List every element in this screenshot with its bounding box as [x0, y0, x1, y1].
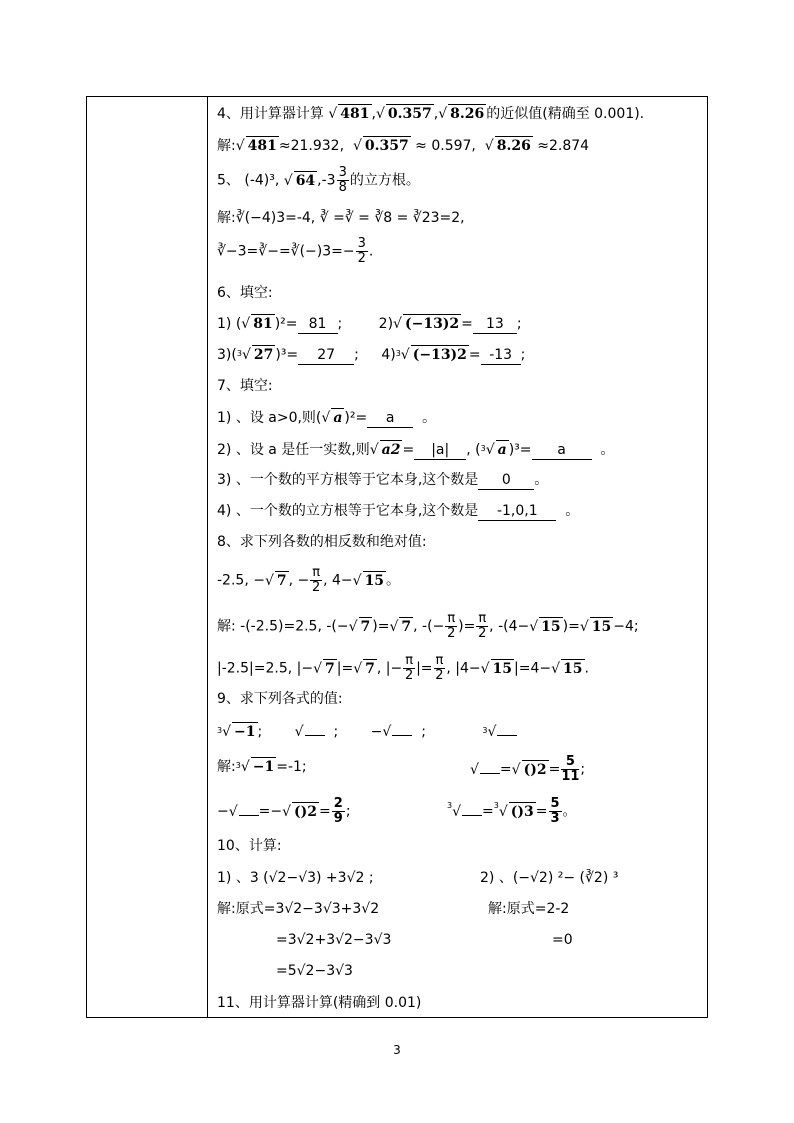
sqrt-sign — [236, 138, 245, 154]
sqrt-sign — [295, 724, 304, 740]
sqrt-sign — [229, 804, 238, 820]
q9-a3-fraction — [332, 797, 345, 826]
sqrt-sign — [438, 106, 447, 122]
q5-radicand: 64 — [295, 172, 316, 189]
q7-title: 7、填空: — [217, 378, 273, 394]
q7-line-2 — [217, 440, 614, 460]
q9-a4-b: = — [535, 803, 548, 820]
q4-radicand-3: 8.26 — [450, 106, 485, 122]
cube-root-index: 3 — [217, 726, 223, 735]
sqrt-sign — [370, 442, 379, 458]
fraction-denominator: 9 — [333, 811, 343, 826]
fraction-numerator: π — [312, 565, 321, 580]
q8-a1-fraction-1 — [445, 612, 457, 641]
q8-answer-2 — [217, 654, 589, 683]
q7-l2-b: = — [402, 442, 415, 458]
sqrt-sign — [488, 724, 497, 740]
sqrt-sign — [470, 762, 479, 778]
fraction-denominator: 2 — [405, 668, 414, 683]
q9-item-1: −1 — [234, 724, 256, 740]
q6-line-2 — [217, 345, 525, 365]
q9-a1-b: =-1; — [276, 759, 307, 775]
cube-root-index: 3 — [447, 801, 453, 810]
sqrt-sign — [376, 106, 385, 122]
sqrt-sign — [452, 804, 461, 820]
q7-line-1 — [217, 408, 436, 428]
q8-list-d: 。 — [386, 572, 401, 589]
q5-fraction — [337, 166, 349, 195]
sqrt-sign — [328, 106, 337, 122]
q6-blank-2: 13 — [473, 315, 517, 334]
q7-l3-a: 3) 、一个数的平方根等于它本身,这个数是 — [217, 472, 479, 488]
q7-l1-radicand: a — [333, 410, 343, 426]
q5-title: 5、 (-4)³, — [217, 172, 280, 189]
q9-a4-end: 。 — [562, 803, 577, 820]
q9-a4-a: = — [482, 803, 494, 820]
sqrt-sign — [486, 442, 495, 458]
q9-answer-3 — [217, 797, 351, 826]
q8-title: 8、求下列各数的相反数和绝对值: — [217, 534, 427, 550]
q6-blank-4: -13 — [481, 346, 521, 365]
q9-a3-c: = — [319, 803, 331, 820]
q8-list-radicand-1: 7 — [276, 572, 287, 589]
cube-root-index: 3 — [480, 444, 486, 453]
sqrt-sign — [353, 138, 362, 154]
answer-prefix: 解: — [217, 759, 236, 775]
q10-solution-1-line-1: 解:原式=3√2−3√3+3√2 — [217, 901, 380, 917]
fraction-numerator: 5 — [561, 755, 579, 770]
q8-a2-fraction-1 — [403, 654, 415, 683]
q9-sep-2: ; — [333, 724, 339, 740]
q8-a1-f: )= — [562, 618, 580, 635]
fraction-numerator: 5 — [550, 796, 560, 811]
q7-blank-1: a — [367, 409, 413, 428]
q9-a2-a: = — [499, 761, 512, 778]
fraction-numerator: π — [435, 653, 444, 668]
q9-a1-radicand: −1 — [252, 759, 275, 775]
q7-l2-radicand: a2 — [381, 442, 401, 458]
q9-answer-4 — [447, 797, 577, 826]
q6-l1-radicand-2: (−13)2 — [404, 316, 460, 332]
q7-blank-3: a — [532, 441, 592, 460]
sqrt-sign — [499, 804, 508, 820]
q7-l1-b: )²= — [344, 410, 368, 426]
fraction-denominator: 11 — [561, 769, 580, 784]
q7-l4-b: 。 — [565, 503, 580, 519]
q4-tail: 的近似值(精确至 0.001). — [486, 106, 645, 122]
q7-line-4 — [217, 502, 579, 521]
q8-a2-f: |=4− — [514, 660, 552, 677]
q8-a1-g: −4; — [613, 618, 639, 635]
q8-a1-r1: 7 — [360, 618, 371, 635]
q8-a2-r4: 15 — [563, 660, 583, 677]
q8-a1-r2: 7 — [401, 618, 412, 635]
q7-line-3 — [217, 471, 548, 490]
q5-minus3: ,-3 — [317, 172, 336, 189]
q9-item-2 — [305, 735, 325, 736]
cube-root-index: 3 — [236, 349, 242, 358]
q9-a3-b: =− — [258, 803, 283, 820]
q7-l2-radicand-2: a — [497, 442, 507, 458]
q4-title: 4、用计算器计算 — [217, 106, 324, 122]
sqrt-sign — [241, 316, 250, 332]
fraction-numerator: 3 — [338, 165, 347, 180]
q4-radicand-1: 481 — [340, 106, 370, 122]
q11-title: 11、用计算器计算(精确到 0.01) — [217, 995, 422, 1011]
q7-l4-a: 4) 、一个数的立方根等于它本身,这个数是 — [217, 503, 479, 519]
fraction-numerator: π — [478, 611, 487, 626]
q10-solution-2-line-1: 解:原式=2-2 — [488, 901, 570, 917]
sqrt-sign — [485, 138, 494, 154]
sqrt-sign — [282, 804, 291, 820]
q8-a1-d: )= — [458, 618, 476, 635]
q9-a3-blank — [239, 815, 259, 816]
q7-l2-c: , ( — [466, 442, 481, 458]
q6-l1-f: ; — [516, 316, 522, 332]
q8-a1-fraction-2 — [476, 612, 488, 641]
q4-value-2: ≈ 0.597, — [415, 138, 476, 154]
q5-question — [217, 166, 420, 195]
q7-blank-5: -1,0,1 — [478, 502, 556, 521]
fraction-numerator: π — [447, 611, 456, 626]
q10-title: 10、计算: — [217, 838, 282, 854]
q9-title: 9、求下列各式的值: — [217, 691, 343, 707]
q6-l1-b: )²= — [274, 316, 298, 332]
q10-problem-2: 2) 、(−√2) ²− (∛2) ³ — [480, 870, 619, 886]
sqrt-sign — [284, 173, 293, 189]
q7-l2-d: )³= — [508, 442, 532, 458]
cube-root-index: 3 — [235, 761, 241, 770]
q7-l1-c: 。 — [422, 410, 437, 426]
sqrt-sign — [222, 724, 231, 740]
column-divider — [207, 96, 208, 1018]
q6-l1-d: 2) — [378, 316, 394, 332]
q6-l2-d: 4) — [381, 347, 396, 363]
q4-answer-radicand-2: 0.357 — [364, 138, 409, 154]
q8-answer-1 — [217, 612, 639, 641]
q9-a2-end: ; — [580, 761, 586, 778]
q8-a2-r1: 7 — [325, 660, 335, 677]
q8-list-a: -2.5, − — [217, 572, 265, 589]
fraction-denominator: 2 — [312, 580, 321, 595]
q6-l1-e: = — [461, 316, 473, 332]
q9-a3-a: − — [217, 803, 229, 820]
q9-a2-blank — [480, 773, 500, 774]
fraction-denominator: 3 — [550, 811, 560, 826]
q8-a2-fraction-2 — [434, 654, 446, 683]
q8-a1-e: , -(4− — [489, 618, 530, 635]
q5-answer-2-text: ∛−3=∛−=∛(−)3=− — [217, 243, 355, 260]
sqrt-sign — [393, 316, 402, 332]
sqrt-sign — [349, 619, 358, 635]
sqrt-sign — [241, 759, 250, 775]
q6-l2-a: 3)( — [217, 347, 237, 363]
q5-answer-2 — [217, 237, 373, 266]
q8-list-radicand-2: 15 — [364, 572, 385, 589]
q5-answer-fraction — [356, 237, 368, 266]
q4-answer — [217, 136, 589, 155]
q4-value-1: ≈21.932, — [278, 138, 345, 154]
q6-blank-3: 27 — [298, 346, 354, 365]
q8-a2-g: . — [584, 660, 589, 677]
q9-sep-1: ; — [257, 724, 263, 740]
fraction-denominator: 2 — [447, 626, 456, 641]
fraction-denominator: 8 — [338, 180, 347, 195]
q9-a2-b: = — [548, 761, 561, 778]
cube-root-index: 3 — [395, 349, 401, 358]
q7-blank-2: |a| — [414, 441, 466, 460]
q7-l1-a: 1) 、设 a>0,则( — [217, 410, 322, 426]
q8-list-b: , − — [288, 572, 310, 589]
q6-l2-e: = — [468, 347, 481, 363]
q6-l2-radicand: 27 — [253, 347, 274, 363]
q5-tail: 的立方根。 — [349, 172, 420, 189]
q8-list — [217, 566, 400, 595]
q7-l2-e: 。 — [600, 442, 615, 458]
q9-answer-1 — [217, 757, 307, 776]
q6-l2-b: )³= — [275, 347, 299, 363]
q9-items — [217, 722, 517, 741]
q6-title: 6、填空: — [217, 285, 273, 301]
q6-blank-1: 81 — [298, 315, 338, 334]
q5-answer-1: 解:∛(−4)3=-4, ∛ =∛ = ∛8 = ∛23=2, — [217, 210, 465, 226]
q4-answer-radicand-1: 481 — [247, 138, 277, 154]
q9-item-3 — [392, 735, 412, 736]
q9-a2-fraction — [561, 755, 579, 784]
q4-answer-radicand-3: 8.26 — [496, 138, 531, 154]
q8-a2-d: |= — [416, 660, 433, 677]
q8-a2-r2: 7 — [365, 660, 375, 677]
q5-answer-end: . — [368, 243, 374, 260]
q9-answer-2 — [470, 755, 585, 784]
q8-a2-e: , |4− — [446, 660, 481, 677]
fraction-denominator: 2 — [435, 668, 444, 683]
sqrt-sign — [551, 661, 560, 677]
q7-l2-a: 2) 、设 a 是任一实数,则 — [217, 442, 370, 458]
q8-a2-r3: 15 — [492, 660, 513, 677]
sqrt-sign — [265, 573, 274, 589]
fraction-denominator: 2 — [357, 251, 366, 266]
q6-l1-c: ; — [337, 316, 343, 332]
q8-list-c: , 4− — [323, 572, 353, 589]
sqrt-sign — [389, 619, 398, 635]
sqrt-sign — [353, 573, 362, 589]
cube-root-index: 3 — [482, 726, 488, 735]
sqrt-sign — [580, 619, 589, 635]
q9-a4-blank — [462, 815, 482, 816]
answer-prefix: 解: — [217, 138, 236, 154]
q4-radicand-2: 0.357 — [387, 106, 432, 122]
q9-minus: − — [370, 724, 383, 740]
q9-a4-radicand: ()3 — [510, 803, 534, 820]
q6-l2-c: ; — [354, 347, 359, 363]
sqrt-sign — [313, 661, 322, 677]
q8-a1-b: )= — [372, 618, 390, 635]
sqrt-sign — [481, 661, 490, 677]
q6-l1-a: 1) ( — [217, 316, 242, 332]
sqrt-sign — [242, 347, 251, 363]
q10-solution-2-line-2: =0 — [552, 932, 573, 948]
q10-solution-1-line-3: =5√2−3√3 — [276, 963, 353, 979]
q6-l2-radicand-2: (−13)2 — [412, 347, 467, 363]
sqrt-sign — [401, 347, 410, 363]
q9-a2-radicand: ()2 — [523, 761, 547, 778]
sqrt-sign — [353, 661, 362, 677]
q8-a1-r3: 15 — [541, 618, 561, 635]
q4-value-3: ≈2.874 — [537, 138, 590, 154]
q6-l1-radicand: 81 — [253, 316, 273, 332]
sqrt-sign — [382, 724, 391, 740]
sqrt-sign — [512, 762, 521, 778]
fraction-numerator: 3 — [357, 236, 366, 251]
fraction-denominator: 2 — [478, 626, 487, 641]
q8-a1-c: , -(− — [413, 618, 445, 635]
page-number: 3 — [393, 1043, 401, 1057]
q7-blank-4: 0 — [478, 471, 534, 490]
q6-l2-f: ; — [520, 347, 526, 363]
sqrt-sign — [321, 410, 330, 426]
q9-a4-fraction — [549, 797, 562, 826]
q9-a3-radicand: ()2 — [294, 803, 318, 820]
sqrt-sign — [529, 619, 538, 635]
q8-a2-c: , |− — [376, 660, 403, 677]
q9-a3-end: ; — [345, 803, 351, 820]
q10-problem-1: 1) 、3 (√2−√3) +3√2 ; — [217, 870, 374, 886]
cube-root-index: 3 — [493, 801, 499, 810]
q8-pi-fraction — [310, 566, 322, 595]
q7-l3-b: 。 — [534, 472, 549, 488]
q9-sep-3: ; — [421, 724, 426, 740]
q6-line-1 — [217, 314, 522, 334]
q8-a1-r4: 15 — [591, 618, 612, 635]
q8-a2-a: |-2.5|=2.5, |− — [217, 660, 314, 677]
q10-solution-1-line-2: =3√2+3√2−3√3 — [276, 932, 392, 948]
q4-question: 4、用计算器计算 √ 481 ,√ 0.357 ,√ 8.26 的近似值(精确至 0.001). — [217, 104, 644, 123]
q9-item-4 — [497, 735, 517, 736]
fraction-numerator: π — [405, 653, 414, 668]
q8-a2-b: |= — [336, 660, 354, 677]
fraction-numerator: 2 — [333, 796, 343, 811]
q8-a1-a: 解: -(-2.5)=2.5, -(− — [217, 618, 349, 635]
